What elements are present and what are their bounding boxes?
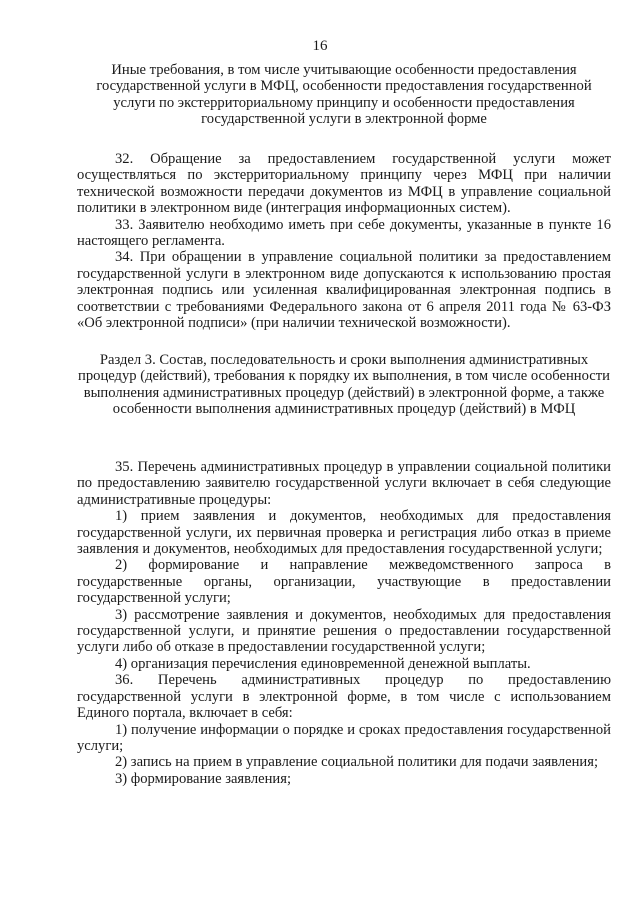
paragraph-32: 32. Обращение за предоставлением государственной услуги может осуществляться по экстерриториальному принципу через МФЦ при наличии технической возможности передачи документов из МФЦ в управление социальной политики в электронном виде (интеграция информационных систем). xyxy=(77,151,611,217)
list-item-36-3: 3) формирование заявления; xyxy=(115,770,291,787)
list-item-36-1: 1) получение информации о порядке и сроках предоставления государственной услуги; xyxy=(77,721,611,754)
section-heading: Раздел 3. Состав, последовательность и сроки выполнения административных процедур (действий), требования к порядку их выполнения, в том числе особенности выполнения административных процедур (действий) в электронной форме, а также особенности выполнения административных процедур (действий) в МФЦ xyxy=(78,352,610,418)
list-item-35-3: 3) рассмотрение заявления и документов, необходимых для предоставления государственной услуги, и принятие решения о предоставлении государственной услуги либо об отказе в предоставлении государственной услуги; xyxy=(77,606,611,656)
paragraph-34: 34. При обращении в управление социальной политики за предоставлением государственной услуги в электронном виде допускаются к использованию простая электронная подпись или усиленная квалифицированная электронная подпись в соответствии с требованиями Федерального закона от 6 апреля 2011 года № 63-ФЗ «Об электронной подписи» (при наличии технической возможности). xyxy=(77,249,611,332)
list-item-35-2: 2) формирование и направление межведомственного запроса в государственные органы, организации, участвующие в предоставлении государственной услуги; xyxy=(77,557,611,607)
heading-section-3 xyxy=(77,352,611,418)
list-item-35-4: 4) организация перечисления единовременной денежной выплаты. xyxy=(115,655,531,672)
page-number: 16 xyxy=(312,38,328,54)
paragraph-33: 33. Заявителю необходимо иметь при себе документы, указанные в пункте 16 настоящего регламента. xyxy=(77,216,611,250)
paragraph-35: 35. Перечень административных процедур в управлении социальной политики по предоставлению заявителю государственной услуги включает в себя следующие административные процедуры: xyxy=(77,459,611,508)
list-item-35-1: 1) прием заявления и документов, необходимых для предоставления государственной услуги, их первичная проверка и регистрация либо отказ в приеме заявления и документов, необходимых для предоставления государственной услуги; xyxy=(77,508,611,558)
section-heading: Иные требования, в том числе учитывающие особенности предоставления государственной услуги в МФЦ, особенности предоставления государственной услуги по экстерриториальному принципу и особенности предоставления государственной услуги в электронной форме xyxy=(96,62,592,128)
section-other-requirements-body xyxy=(77,151,611,331)
heading-other-requirements xyxy=(77,62,611,128)
section-3-body xyxy=(77,459,611,787)
paragraph-36: 36. Перечень административных процедур по предоставлению государственной услуги в электронной форме, в том числе с использованием Единого портала, включает в себя: xyxy=(77,672,611,722)
list-item-36-2: 2) запись на прием в управление социальной политики для подачи заявления; xyxy=(115,754,599,771)
